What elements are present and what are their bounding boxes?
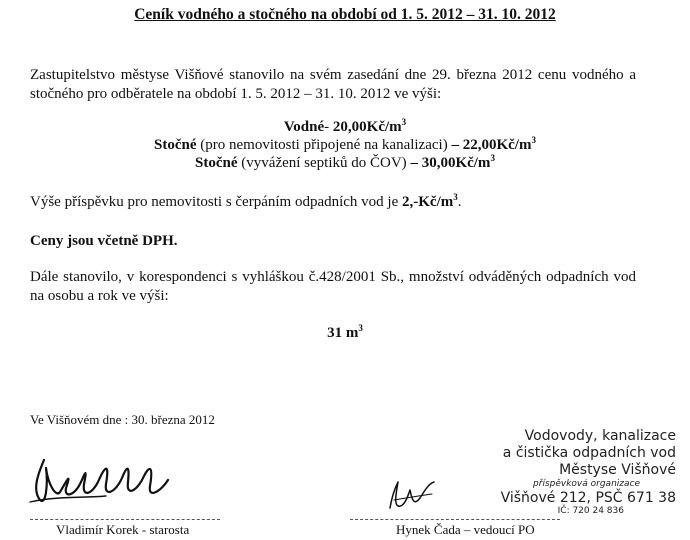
volume-paragraph: Dále stanovilo, v korespondenci s vyhláškou č.428/2001 Sb., množství odváděných odpadních vod na osobu a rok ve výši: — [30, 269, 636, 304]
price-desc: (pro nemovitosti připojené na kanalizaci) — [196, 137, 448, 153]
stamp-line: IČ: 720 24 836 — [557, 506, 624, 516]
signature-line-right — [350, 519, 560, 520]
price-amount: 20,00Kč/m — [332, 119, 402, 135]
price-exponent: 3 — [490, 153, 495, 163]
signature-korek — [26, 440, 206, 516]
contribution-amount: 2,-Kč/m — [402, 194, 454, 210]
price-label: Stočné — [154, 137, 197, 153]
stamp-line: Višňové 212, PSČ 671 38 — [500, 490, 676, 506]
price-exponent: 3 — [531, 135, 536, 145]
signature-cada — [384, 476, 440, 516]
signatory-left: Vladimír Korek - starosta — [56, 522, 190, 537]
signatory-right: Hynek Čada – vedoucí PO — [396, 522, 535, 537]
price-exponent: 3 — [401, 117, 407, 127]
document-title: Ceník vodného a stočného na období od 1. 5. 2012 – 31. 10. 2012 — [134, 6, 556, 23]
price-sep: – — [447, 137, 463, 153]
signature-line-left — [30, 519, 220, 520]
contribution-line — [30, 193, 636, 212]
price-sep: - — [324, 119, 333, 135]
vat-note: Ceny jsou včetně DPH. — [30, 233, 178, 249]
price-sep: – — [406, 155, 422, 171]
price-sewer-septic — [0, 154, 690, 172]
stamp-line: Vodovody, kanalizace — [524, 428, 676, 444]
intro-paragraph: Zastupitelstvo městyse Višňové stanovilo na svém zasedání dne 29. března 2012 cenu vodného a stočného pro odběratele na období 1. 5. 2012 – 31. 10. 2012 ve výši: — [30, 67, 636, 102]
stamp-line: příspěvková organizace — [533, 479, 640, 489]
price-amount: 30,00Kč/m — [421, 155, 491, 171]
organization-stamp — [440, 428, 676, 517]
price-sewer-connected — [0, 136, 690, 154]
contribution-exponent: 3 — [453, 192, 458, 202]
price-desc: (vyvážení septiků do ČOV) — [237, 155, 407, 171]
stamp-line: a čistička odpadních vod — [502, 445, 676, 461]
place-date: Ve Višňovém dne : 30. března 2012 — [30, 412, 215, 427]
contribution-end: . — [457, 194, 462, 210]
volume-value — [0, 324, 690, 342]
volume-exponent: 3 — [358, 323, 363, 333]
volume-number: 31 m — [327, 325, 359, 341]
price-label: Vodné — [283, 119, 325, 135]
price-label: Stočné — [195, 155, 238, 171]
price-water — [0, 118, 690, 136]
price-amount: 22,00Kč/m — [462, 137, 532, 153]
contribution-text: Výše příspěvku pro nemovitosti s čerpáním odpadních vod je — [30, 194, 403, 210]
stamp-line: Městyse Višňové — [559, 462, 676, 478]
